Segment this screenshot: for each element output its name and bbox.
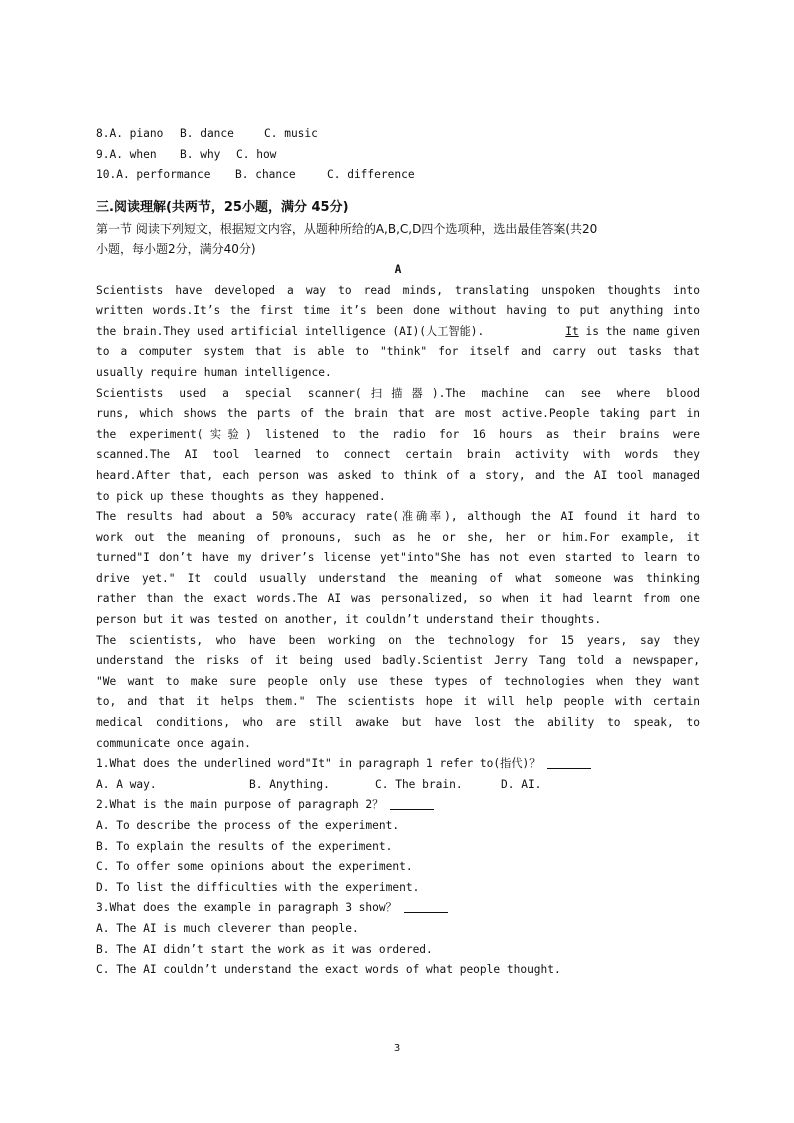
section-title: 三.阅读理解(共两节，25小题，满分 45分) (96, 199, 349, 215)
paragraph-2 (96, 384, 700, 508)
question-stem: 3.What does the example in paragraph 3 show？ (96, 898, 700, 919)
option-d: D. AI. (501, 777, 542, 791)
text-line: to pick up these thoughts as they happened. (96, 489, 386, 503)
text-line: communicate once again. (96, 736, 251, 750)
option-d: D. To list the difficulties with the experiment. (96, 880, 420, 894)
text-line: The scientists, who have been working on the technology for 15 years, say they (96, 633, 700, 647)
paragraph-1 (96, 281, 700, 384)
text-line: "We want to make sure people only use these types of technologies when they want (96, 674, 700, 688)
option-row (96, 775, 700, 796)
page-number: 3 (393, 1043, 401, 1054)
option-b: B. To explain the results of the experiment. (96, 839, 393, 853)
text-line: turned"I don’t have my driver’s license yet"into"She has not even started to learn to (96, 551, 700, 565)
document-page (96, 124, 700, 981)
question-2 (96, 795, 700, 898)
cloze-options (96, 124, 700, 186)
text-line: usually require human intelligence. (96, 365, 332, 379)
paragraph-4 (96, 631, 700, 755)
option-a: A. The AI is much cleverer than people. (96, 921, 359, 935)
option-c: C. The AI couldn’t understand the exact words of what people thought. (96, 963, 561, 977)
answer-blank[interactable] (547, 756, 591, 769)
section-instructions: 第一节 阅读下列短文，根据短文内容，从题种所给的A,B,C,D四个选项种，选出最佳答案(共20 (96, 221, 598, 236)
text-line: Scientists have developed a way to read minds, translating unspoken thoughts into (96, 283, 700, 297)
option-b: B. The AI didn’t start the work as it was ordered. (96, 942, 433, 956)
text-line: written words.It’s the first time it’s been done without having to put anything into (96, 304, 700, 318)
text-line: understand the risks of it being used badly.Scientist Jerry Tang told a newspaper, (96, 654, 700, 668)
question-stem: 2.What is the main purpose of paragraph 2？ (96, 795, 700, 816)
option-a: A. To describe the process of the experiment. (96, 819, 400, 832)
text-line: runs, which shows the parts of the brain that are most active.People taking part in (96, 407, 700, 421)
text-line: rather than the exact words.The AI was personalized, so when it had learnt from one (96, 592, 700, 606)
cloze-option-row: 10.A. performance B. chance C. difference (96, 168, 415, 182)
question-3 (96, 898, 700, 980)
text-line: to a computer system that is able to "think" for itself and carry out tasks that (96, 345, 700, 359)
cloze-option-row: 8.A. piano B. dance C. music (96, 127, 318, 140)
option-c: C. To offer some opinions about the experiment. (96, 860, 413, 874)
text-line: the brain.They used artificial intelligence (AI)(人工智能). It is the name given (96, 324, 700, 338)
option-c: C. The brain. (375, 777, 463, 791)
passage-label: A (394, 262, 402, 276)
text-line: work out the meaning of pronouns, such as he or she, her or him.For example, it (96, 530, 700, 544)
answer-blank[interactable] (404, 900, 448, 913)
answer-blank[interactable] (390, 797, 434, 810)
text-line: Scientists used a special scanner(扫描器).The machine can see where blood (96, 386, 700, 400)
section-instructions-cont: 小题，每小题2分，满分40分) (96, 242, 256, 257)
text-line: scanned.The AI tool learned to connect certain brain activity with words they (96, 448, 700, 462)
text-line: to, and that it helps them." The scientists hope it will help people with certain (96, 695, 700, 709)
option-a: A. A way. (96, 777, 157, 791)
text-line: person but it was tested on another, it couldn’t understand their thoughts. (96, 613, 602, 627)
text-line: The results had about a 50% accuracy rate(准确率), although the AI found it hard to (96, 510, 700, 524)
text-line: medical conditions, who are still awake but have lost the ability to speak, to (96, 716, 700, 730)
text-line: drive yet." It could usually understand the meaning of what someone was thinking (96, 571, 700, 585)
text-line: heard.After that, each person was asked to think of a story, and the AI tool managed (96, 468, 700, 482)
option-b: B. Anything. (249, 777, 330, 791)
text-line: the experiment(实验) listened to the radio for 16 hours as their brains were (96, 427, 700, 441)
question-stem: 1.What does the underlined word"It" in paragraph 1 refer to(指代)？ (96, 754, 700, 775)
paragraph-3 (96, 507, 700, 631)
question-1 (96, 754, 700, 795)
cloze-option-row: 9.A. when B. why C. how (96, 147, 277, 161)
underlined-word-it: It (565, 324, 579, 338)
